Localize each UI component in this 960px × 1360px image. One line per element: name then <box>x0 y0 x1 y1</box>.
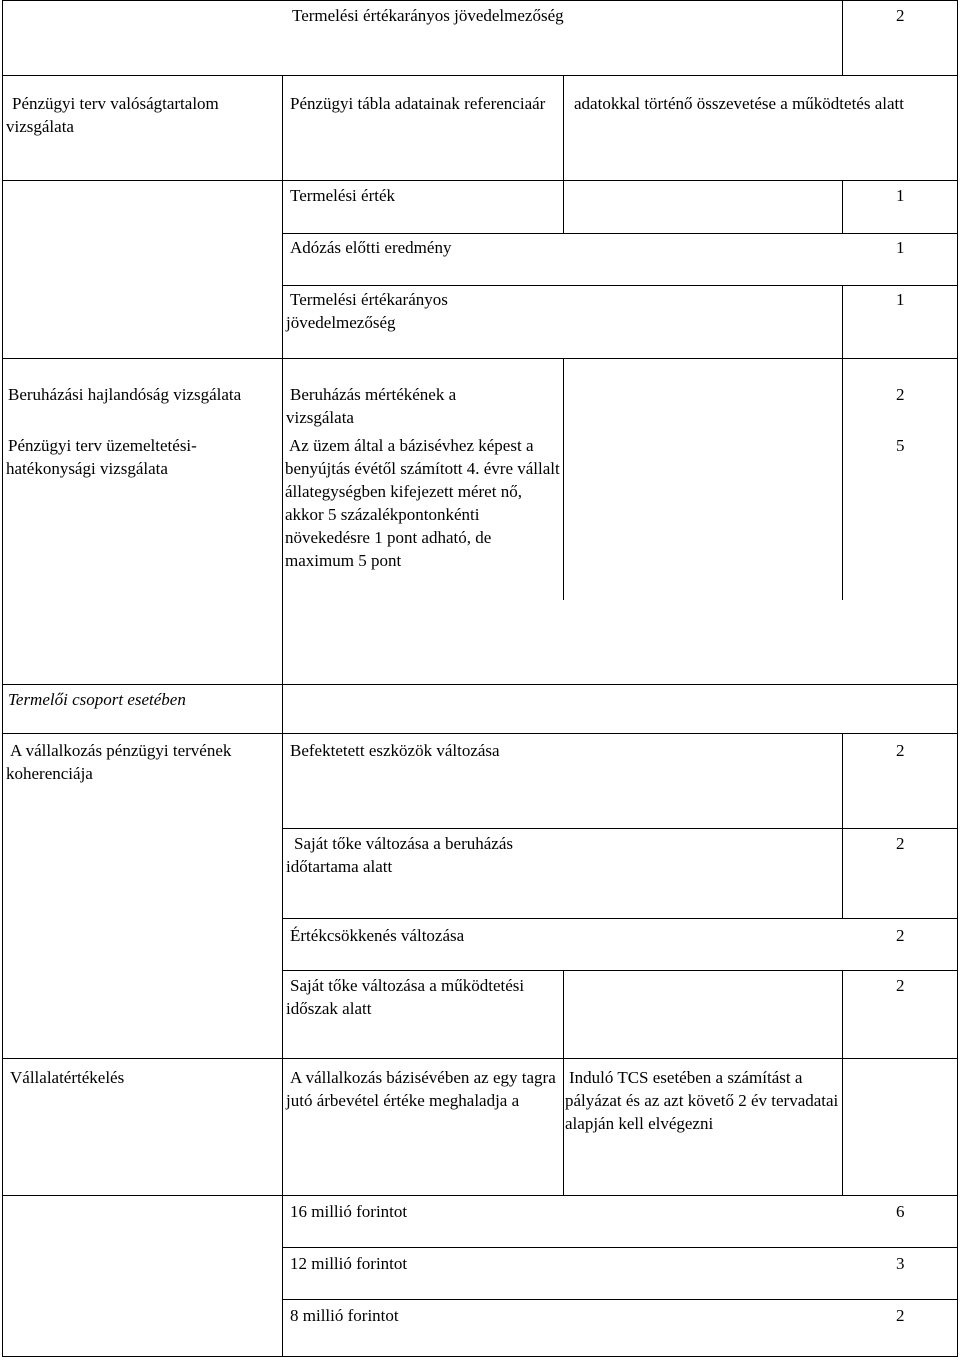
row-label: Termelési értékarányos jövedelmezőség <box>286 290 448 332</box>
row-divider <box>282 1299 958 1300</box>
criterion-subcheck: Beruházás mértékének a vizsgálata <box>286 385 457 427</box>
column-divider <box>563 358 564 600</box>
column-divider <box>842 828 843 919</box>
criterion-detail: Induló TCS esetében a számítást a pályázat és az azt követő 2 év tervadatai alapján kell elvégezni <box>565 1068 839 1133</box>
criterion-subcheck: Az üzem által a bázisévhez képest a benyújtás évétől számított 4. évre vállalt állategységben kifejezett méret nő, akkor 5 százalékpontonkénti növekedésre 1 pont adható, de maximum 5 pont <box>285 436 560 570</box>
criterion-subcheck: Pénzügyi tábla adatainak referenciaár <box>290 94 546 113</box>
row-divider <box>282 1247 958 1248</box>
threshold-label: 16 millió forintot <box>290 1202 408 1221</box>
row-divider <box>282 233 958 234</box>
row-points: 2 <box>896 1306 905 1325</box>
column-divider <box>282 733 283 1058</box>
column-divider <box>282 358 283 684</box>
column-divider <box>563 1058 564 1195</box>
threshold-label: 12 millió forintot <box>290 1254 408 1273</box>
row-points: 1 <box>896 186 905 205</box>
row-label: Saját tőke változása a beruházás időtartama alatt <box>286 834 514 876</box>
row-divider <box>282 970 958 971</box>
row-divider <box>2 0 958 1</box>
row-points: 2 <box>896 976 905 995</box>
criterion-detail: adatokkal történő összevetése a működtetés alatt <box>574 94 904 113</box>
criterion-name: Pénzügyi terv üzemeltetési-hatékonysági vizsgálata <box>6 436 197 478</box>
row-points: 5 <box>896 436 905 455</box>
column-divider <box>842 970 843 1058</box>
row-label: Termelési érték <box>290 186 396 205</box>
row-points: 6 <box>896 1202 905 1221</box>
row-label: Termelési értékarányos jövedelmezőség <box>292 6 564 25</box>
row-divider <box>2 1356 958 1357</box>
row-divider <box>2 75 958 76</box>
column-divider <box>842 733 843 829</box>
row-points: 2 <box>896 926 905 945</box>
column-divider <box>842 285 843 359</box>
column-divider <box>842 180 843 233</box>
row-divider <box>2 684 958 685</box>
row-divider <box>282 285 958 286</box>
row-label: Saját tőke változása a működtetési időszak alatt <box>286 976 525 1018</box>
column-divider <box>282 684 283 733</box>
column-divider <box>563 180 564 233</box>
threshold-label: 8 millió forintot <box>290 1306 399 1325</box>
row-divider <box>2 1058 958 1059</box>
row-points: 2 <box>896 385 905 404</box>
row-label: Értékcsökkenés változása <box>290 926 465 945</box>
row-points: 2 <box>896 834 905 853</box>
row-divider <box>2 358 958 359</box>
criterion-name: Beruházási hajlandóság vizsgálata <box>8 385 242 404</box>
column-divider <box>282 1058 283 1356</box>
section-heading: Termelői csoport esetében <box>8 690 186 709</box>
row-points: 2 <box>896 6 905 25</box>
column-divider <box>282 180 283 358</box>
row-label: Befektetett eszközök változása <box>290 741 500 760</box>
criterion-name: Pénzügyi terv valóságtartalom vizsgálata <box>6 94 219 136</box>
row-points: 1 <box>896 238 905 257</box>
column-divider <box>282 75 283 181</box>
row-divider <box>2 1195 958 1196</box>
column-divider <box>563 970 564 1058</box>
column-divider <box>563 75 564 181</box>
row-label: Adózás előtti eredmény <box>290 238 452 257</box>
row-points: 1 <box>896 290 905 309</box>
column-divider <box>842 358 843 600</box>
row-divider <box>282 828 958 829</box>
row-points: 3 <box>896 1254 905 1273</box>
row-divider <box>282 918 958 919</box>
table-border-left <box>2 0 3 1357</box>
row-divider <box>2 733 958 734</box>
criterion-name: Vállalatértékelés <box>10 1068 125 1087</box>
column-divider <box>842 0 843 76</box>
row-points: 2 <box>896 741 905 760</box>
criterion-name: A vállalkozás pénzügyi tervének koherenciája <box>6 741 232 783</box>
table-border-right <box>957 0 958 1357</box>
row-divider <box>2 180 958 181</box>
criterion-subcheck: A vállalkozás bázisévében az egy tagra jutó árbevétel értéke meghaladja a <box>286 1068 556 1110</box>
